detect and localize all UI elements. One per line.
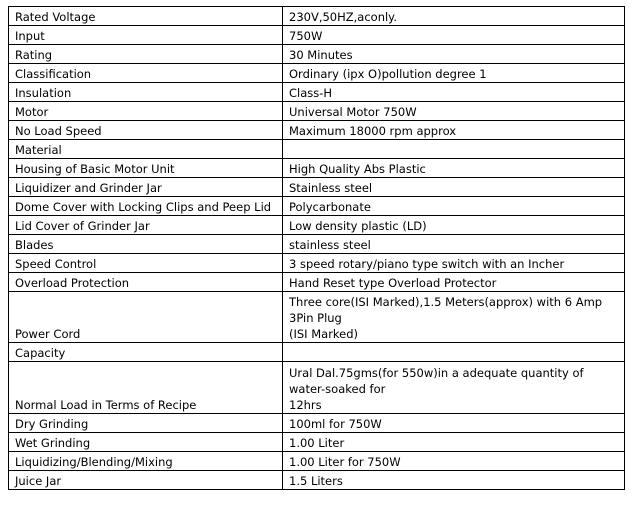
- spec-value: stainless steel: [283, 235, 625, 254]
- spec-value: [283, 140, 625, 159]
- table-row: [9, 414, 625, 433]
- spec-label: Housing of Basic Motor Unit: [9, 159, 283, 178]
- spec-label: Overload Protection: [9, 273, 283, 292]
- spec-label: Liquidizing/Blending/Mixing: [9, 452, 283, 471]
- spec-label: Input: [9, 26, 283, 45]
- spec-value: Hand Reset type Overload Protector: [283, 273, 625, 292]
- spec-label: Speed Control: [9, 254, 283, 273]
- specifications-table-body: [9, 7, 625, 490]
- spec-value: [283, 343, 625, 362]
- spec-value: 1.5 Liters: [283, 471, 625, 490]
- spec-label: Classification: [9, 64, 283, 83]
- table-row: [9, 159, 625, 178]
- spec-label: Rated Voltage: [9, 7, 283, 26]
- table-row: [9, 121, 625, 140]
- spec-value: 230V,50HZ,aconly.: [283, 7, 625, 26]
- spec-value: Low density plastic (LD): [283, 216, 625, 235]
- table-row-section-material: [9, 140, 625, 159]
- spec-value: Ural Dal.75gms(for 550w)in a adequate quantity of water-soaked for 12hrs: [283, 362, 625, 414]
- table-row: [9, 64, 625, 83]
- spec-label: Power Cord: [9, 292, 283, 343]
- spec-value: 1.00 Liter for 750W: [283, 452, 625, 471]
- spec-label: Motor: [9, 102, 283, 121]
- table-row: [9, 102, 625, 121]
- spec-value: Class-H: [283, 83, 625, 102]
- section-label: Material: [9, 140, 283, 159]
- spec-label: Dry Grinding: [9, 414, 283, 433]
- spec-label: Insulation: [9, 83, 283, 102]
- spec-value: 3 speed rotary/piano type switch with an Incher: [283, 254, 625, 273]
- table-row: [9, 83, 625, 102]
- table-row: [9, 7, 625, 26]
- spec-value: Maximum 18000 rpm approx: [283, 121, 625, 140]
- spec-value: 1.00 Liter: [283, 433, 625, 452]
- table-row: [9, 26, 625, 45]
- spec-label: No Load Speed: [9, 121, 283, 140]
- table-row: [9, 178, 625, 197]
- spec-label: Juice Jar: [9, 471, 283, 490]
- spec-value: 100ml for 750W: [283, 414, 625, 433]
- table-row-section-capacity: [9, 343, 625, 362]
- table-row: [9, 273, 625, 292]
- spec-value: 750W: [283, 26, 625, 45]
- table-row: [9, 45, 625, 64]
- spec-label: Dome Cover with Locking Clips and Peep Lid: [9, 197, 283, 216]
- section-label: Capacity: [9, 343, 283, 362]
- spec-label: Rating: [9, 45, 283, 64]
- spec-value: Ordinary (ipx O)pollution degree 1: [283, 64, 625, 83]
- spec-label: Normal Load in Terms of Recipe: [9, 362, 283, 414]
- table-row: [9, 471, 625, 490]
- spec-label: Wet Grinding: [9, 433, 283, 452]
- table-row: [9, 452, 625, 471]
- table-row: [9, 292, 625, 343]
- table-row: [9, 235, 625, 254]
- spec-label: Blades: [9, 235, 283, 254]
- table-row: [9, 197, 625, 216]
- table-row: [9, 216, 625, 235]
- specifications-table: [8, 6, 625, 490]
- spec-value: Universal Motor 750W: [283, 102, 625, 121]
- spec-value: Polycarbonate: [283, 197, 625, 216]
- spec-value: 30 Minutes: [283, 45, 625, 64]
- spec-value: Stainless steel: [283, 178, 625, 197]
- spec-label: Lid Cover of Grinder Jar: [9, 216, 283, 235]
- table-row: [9, 254, 625, 273]
- spec-value: High Quality Abs Plastic: [283, 159, 625, 178]
- table-row: [9, 362, 625, 414]
- spec-label: Liquidizer and Grinder Jar: [9, 178, 283, 197]
- spec-value: Three core(ISI Marked),1.5 Meters(approx) with 6 Amp 3Pin Plug (ISI Marked): [283, 292, 625, 343]
- table-row: [9, 433, 625, 452]
